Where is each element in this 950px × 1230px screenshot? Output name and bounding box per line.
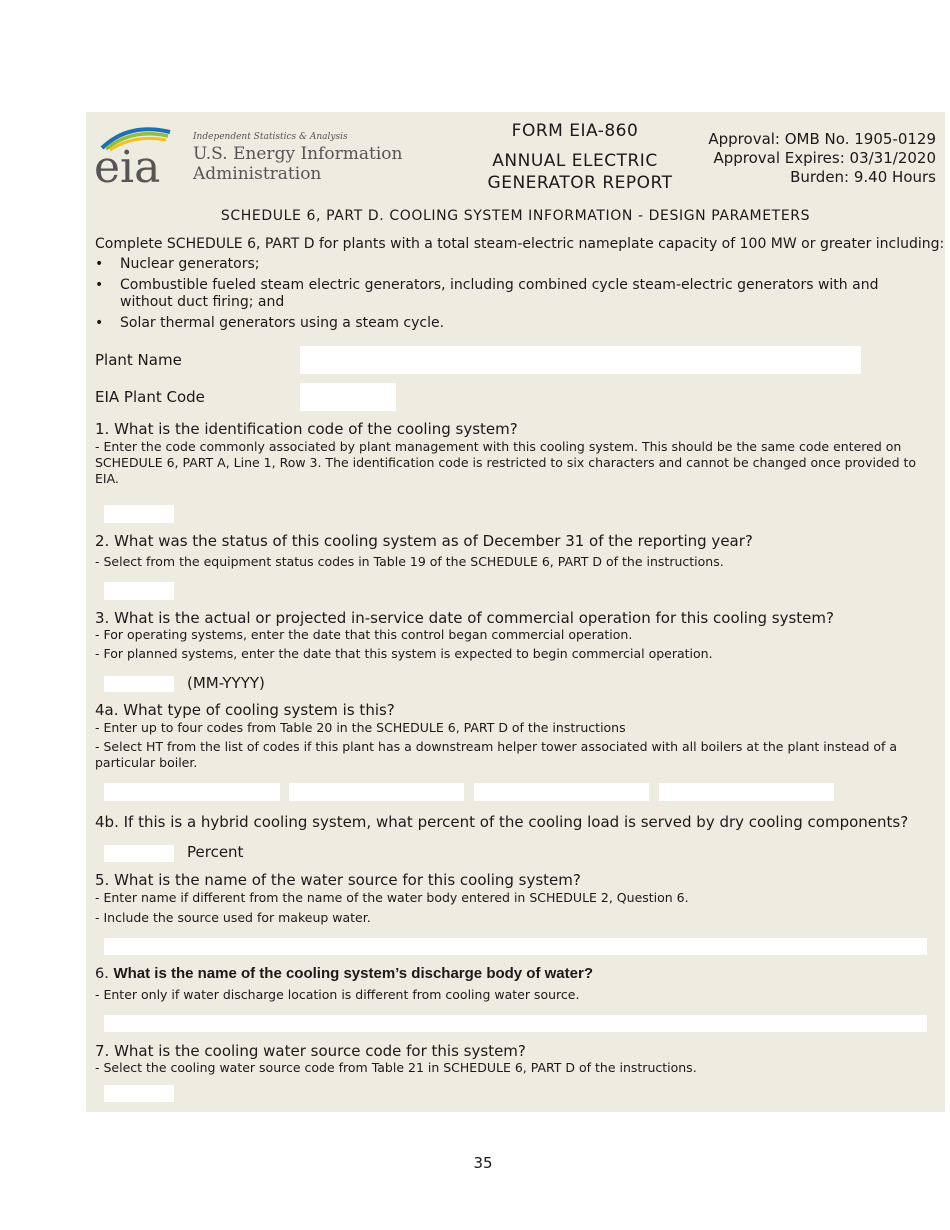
q4b-text: 4b. If this is a hybrid cooling system, what percent of the cooling load is served by dry cooling components?	[95, 813, 909, 831]
eia-logo-mark-text: eia	[94, 142, 161, 188]
eia-logo-text	[193, 132, 402, 184]
q3-date-input[interactable]	[104, 676, 174, 692]
form-id: FORM EIA-860	[511, 121, 639, 141]
q5-note-2: - Include the source used for makeup water.	[95, 910, 371, 925]
eia-name-line2: Administration	[193, 164, 322, 184]
intro-text: Complete SCHEDULE 6, PART D for plants with a total steam-electric nameplate capacity of 100 MW or greater including:	[95, 236, 945, 252]
q6-question: What is the name of the cooling system’s discharge body of water?	[113, 965, 593, 982]
q4a-code-input-4[interactable]	[659, 783, 834, 801]
q3-date-format: (MM-YYYY)	[187, 674, 265, 692]
approval-expires-text: Approval Expires: 03/31/2020	[713, 149, 936, 167]
plant-name-input[interactable]	[300, 346, 861, 374]
q6-note: - Enter only if water discharge location is different from cooling water source.	[95, 987, 580, 1002]
q4a-note-1: - Enter up to four codes from Table 20 in the SCHEDULE 6, PART D of the instructions	[95, 720, 626, 735]
q3-note-1: - For operating systems, enter the date that this control began commercial operation.	[95, 627, 633, 642]
q4b-percent-unit: Percent	[187, 843, 244, 861]
form-title-line1: ANNUAL ELECTRIC	[492, 151, 658, 171]
eia-logo-mark-icon	[94, 122, 194, 188]
approval-block	[708, 130, 936, 187]
eia-tagline: Independent Statistics & Analysis	[193, 132, 348, 142]
list-item: • Solar thermal generators using a steam cycle.	[95, 315, 925, 332]
plant-name-label: Plant Name	[95, 351, 182, 369]
q7-source-code-input[interactable]	[104, 1085, 174, 1102]
q4a-code-input-3[interactable]	[474, 783, 649, 801]
approval-text: Approval: OMB No. 1905-0129	[708, 130, 936, 148]
q2-text: 2. What was the status of this cooling system as of December 31 of the reporting year?	[95, 532, 753, 550]
plant-code-label: EIA Plant Code	[95, 388, 205, 406]
schedule-title: SCHEDULE 6, PART D. COOLING SYSTEM INFORMATION - DESIGN PARAMETERS	[220, 208, 811, 224]
q1-cooling-id-input[interactable]	[104, 505, 174, 523]
applicability-list	[95, 256, 925, 336]
q4a-note-2: - Select HT from the list of codes if this plant has a downstream helper tower associated with all boilers at the plant instead of a particular boiler.	[95, 739, 898, 770]
q5-text: 5. What is the name of the water source for this cooling system?	[95, 871, 581, 889]
q2-note: - Select from the equipment status codes in Table 19 of the SCHEDULE 6, PART D of the instructions.	[95, 554, 724, 569]
q1-text: 1. What is the identification code of the cooling system?	[95, 420, 518, 438]
list-item: • Nuclear generators;	[95, 256, 925, 273]
plant-code-input[interactable]	[300, 383, 396, 411]
q4b-percent-input[interactable]	[104, 845, 174, 862]
q1-note: - Enter the code commonly associated by plant management with this cooling system. This should be the same code entered on SCHEDULE 6, PART A, Line 1, Row 3. The identification code is restricted to six characters and cannot be changed once provided to EIA.	[95, 439, 917, 486]
q6-number: 6.	[95, 966, 109, 982]
form-title-line2: GENERATOR REPORT	[487, 173, 673, 193]
q4a-code-input-2[interactable]	[289, 783, 464, 801]
burden-text: Burden: 9.40 Hours	[790, 168, 936, 186]
q7-note: - Select the cooling water source code from Table 21 in SCHEDULE 6, PART D of the instructions.	[95, 1060, 697, 1075]
q3-text: 3. What is the actual or projected in-service date of commercial operation for this cooling system?	[95, 609, 834, 627]
q7-text: 7. What is the cooling water source code for this system?	[95, 1042, 526, 1060]
eia-name-line1: U.S. Energy Information	[193, 144, 403, 164]
page-number: 35	[473, 1154, 493, 1172]
q3-note-2: - For planned systems, enter the date that this system is expected to begin commercial operation.	[95, 646, 713, 661]
q5-note-1: - Enter name if different from the name of the water body entered in SCHEDULE 2, Question 6.	[95, 890, 689, 905]
q6-text	[95, 965, 593, 982]
q4a-text: 4a. What type of cooling system is this?	[95, 701, 395, 719]
list-item: • Combustible fueled steam electric generators, including combined cycle steam-electric generators with and without duct firing; and	[95, 277, 925, 311]
q6-discharge-body-input[interactable]	[104, 1015, 927, 1032]
q4a-code-input-1[interactable]	[104, 783, 280, 801]
q5-water-source-input[interactable]	[104, 938, 927, 955]
q2-status-input[interactable]	[104, 582, 174, 600]
